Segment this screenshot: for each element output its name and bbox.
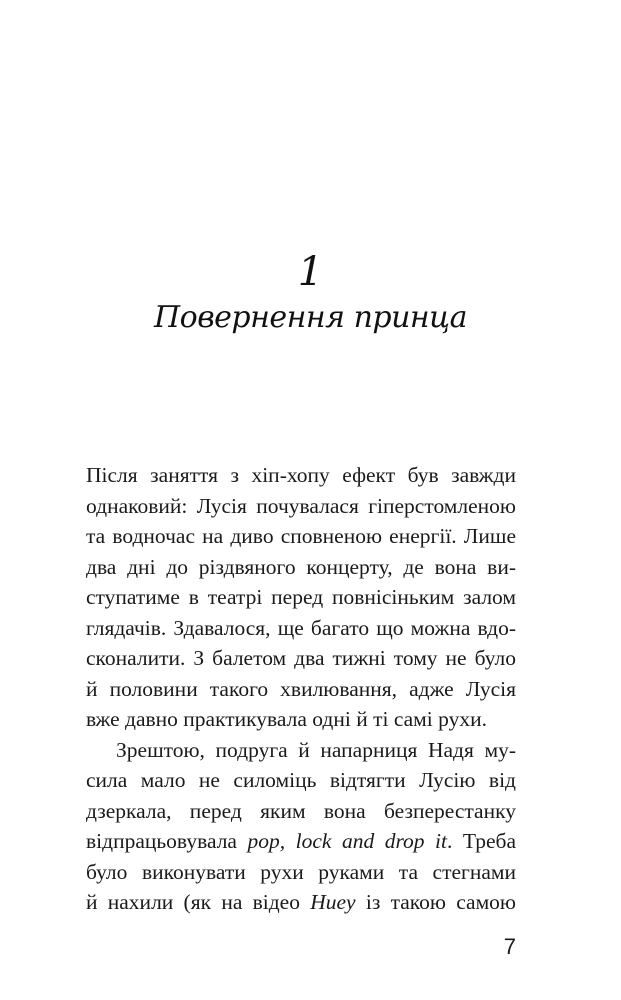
paragraph-2	[86, 735, 516, 918]
text-line: Зрештою, подруга й напарниця Надя му-	[116, 737, 516, 762]
text-line: ступатиме в театрі перед повнісіньким залом	[86, 585, 516, 609]
text-line: та водночас на диво сповненою енергії. Лише	[86, 524, 516, 548]
text-line: сконалити. З балетом два тижні тому не було	[86, 646, 516, 670]
body-text	[86, 460, 516, 918]
page-number: 7	[503, 934, 516, 959]
text-fragment: із такою самою	[355, 890, 516, 914]
text-line: однаковий: Лусія почувалася гіперстомленою	[86, 493, 516, 518]
text-line: глядачів. Здавалося, ще багато що можна вдо-	[86, 615, 516, 640]
text-fragment: й нахили (як на відео	[86, 890, 311, 914]
italic-phrase: Huey	[310, 890, 356, 914]
text-line: дзеркала, перед яким вона безперестанку	[86, 798, 516, 823]
text-line: було виконувати рухи руками та стегнами	[86, 859, 516, 884]
text-line: сила мало не силоміць відтягти Лусію від	[86, 768, 516, 792]
paragraph-1	[86, 460, 516, 735]
italic-phrase: pop, lock and drop it	[247, 829, 448, 853]
chapter-number: 1	[297, 249, 324, 295]
chapter-title: Повернення принца	[153, 300, 467, 335]
text-fragment: . Треба	[447, 829, 516, 853]
text-fragment: відпрацьовувала	[86, 829, 248, 853]
text-line: два дні до різдвяного концерту, де вона ви-	[86, 554, 516, 579]
text-line: вже давно практикувала одні й ті самі рухи.	[86, 707, 487, 731]
text-line	[86, 826, 516, 857]
text-line: Після заняття з хіп-хопу ефект був завжди	[86, 463, 516, 487]
text-line	[86, 887, 516, 918]
text-line: й половини такого хвилювання, адже Лусія	[86, 676, 516, 701]
